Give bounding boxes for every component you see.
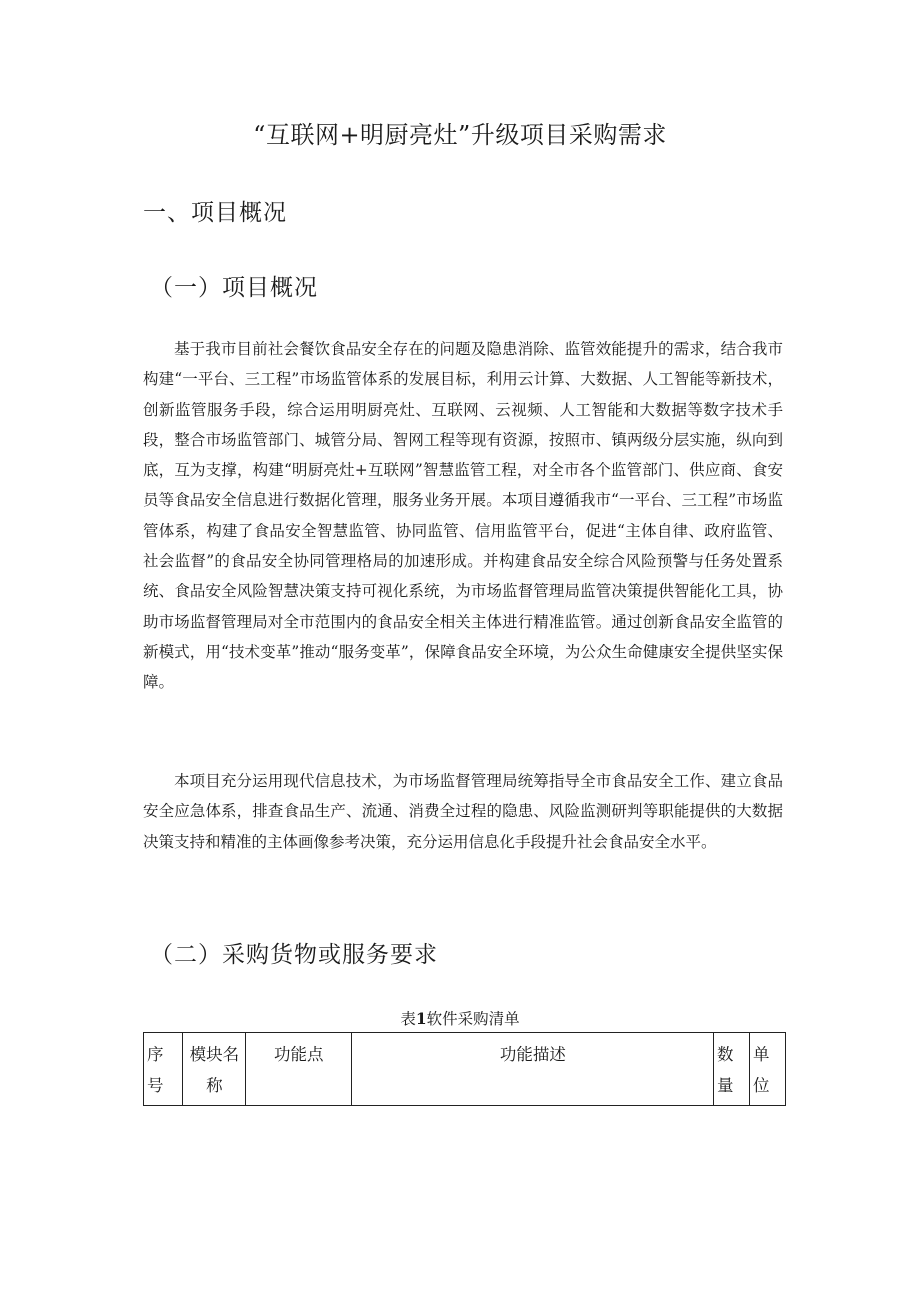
header-function-description: 功能描述 <box>351 1033 713 1106</box>
overview-paragraph-1: 基于我市目前社会餐饮食品安全存在的问题及隐患消除、监管效能提升的需求，结合我市构建“一平台、三工程”市场监管体系的发展目标，利用云计算、大数据、人工智能等新技术，创新监管服务手段，综合运用明厨亮灶、互联网、云视频、人工智能和大数据等数字技术手段，整合市场监管部门、城管分局、智网工程等现有资源，按照市、镇两级分层实施，纵向到底，互为支撑，构建“明厨亮灶+互联网”智慧监管工程，对全市各个监管部门、供应商、食安员等食品安全信息进行数据化管理，服务业务开展。本项目遵循我市“一平台、三工程”市场监管体系，构建了食品安全智慧监管、协同监管、信用监管平台，促进“主体自律、政府监管、社会监督”的食品安全协同管理格局的加速形成。并构建食品安全综合风险预警与任务处置系统、食品安全风险智慧决策支持可视化系统，为市场监督管理局监管决策提供智能化工具，协助市场监督管理局对全市范围内的食品安全相关主体进行精准监管。通过创新食品安全监管的新模式，用“技术变革”推动“服务变革”，保障食品安全环境，为公众生命健康安全提供坚实保障。 <box>143 340 783 692</box>
section-heading-overview: 一、项目概况 <box>143 200 287 226</box>
header-unit: 单位 <box>749 1033 785 1106</box>
header-seq: 序号 <box>144 1033 183 1106</box>
table-caption-number: 1 <box>415 1009 427 1028</box>
table-header-row <box>144 1033 786 1106</box>
software-purchase-table <box>143 1032 786 1106</box>
table-caption-prefix: 表 <box>400 1010 416 1028</box>
table-caption-text: 软件采购清单 <box>426 1010 520 1028</box>
header-module-name: 模块名称 <box>182 1033 245 1106</box>
subsection-heading-requirements: （二）采购货物或服务要求 <box>150 942 438 968</box>
header-quantity: 数量 <box>714 1033 750 1106</box>
overview-paragraph-2: 本项目充分运用现代信息技术，为市场监督管理局统筹指导全市食品安全工作、建立食品安全应急体系，排查食品生产、流通、消费全过程的隐患、风险监测研判等职能提供的大数据决策支持和精准的主体画像参考决策，充分运用信息化手段提升社会食品安全水平。 <box>143 772 783 851</box>
table-caption <box>0 1008 920 1030</box>
document-title: “互联网+明厨亮灶”升级项目采购需求 <box>253 121 667 149</box>
subsection-heading-overview: （一）项目概况 <box>150 275 318 301</box>
header-function-point: 功能点 <box>245 1033 351 1106</box>
